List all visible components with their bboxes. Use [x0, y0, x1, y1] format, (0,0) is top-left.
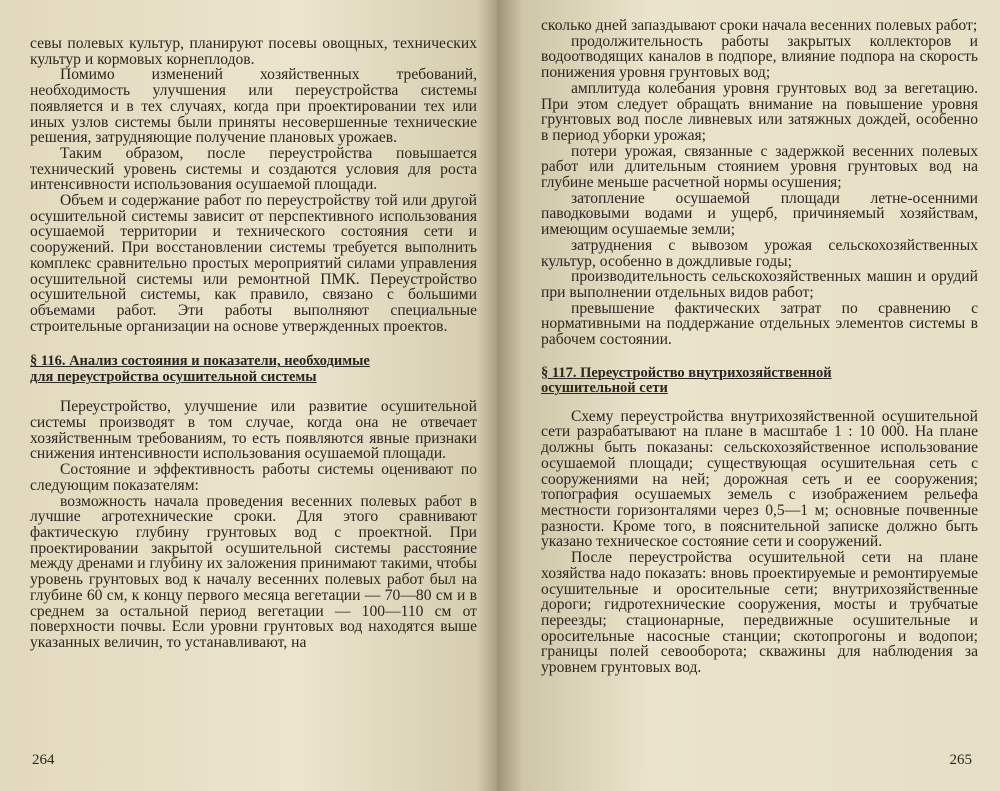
paragraph: производительность сельскохозяйственных машин и орудий при выполнении отдельных видов работ; [541, 268, 978, 301]
page-number: 265 [949, 752, 972, 768]
paragraph: Помимо изменений хозяйственных требований, необходимость улучшения или переустройства системы появляется и в тех случаях, когда при проектировании тех или иных узлов системы были приняты несовершенные технические решения, затрудняющие получение плановых урожаев. [30, 66, 477, 147]
paragraph: продолжительность работы закрытых коллекторов и водоотводящих каналов в подпоре, влияние подпора на скорость понижения уровня грунтовых вод; [541, 32, 978, 82]
paragraph: сколько дней запаздывают сроки начала весенних полевых работ; [541, 17, 978, 34]
paragraph: затруднения с вывозом урожая сельскохозяйственных культур, особенно в дождливые годы; [541, 236, 978, 270]
heading-line: § 116. Анализ состояния и показатели, необходимые [30, 353, 370, 370]
paragraph: Таким образом, после переустройства повышается технический уровень системы и создаются условия для роста интенсивности использования осушаемой площади. [30, 144, 477, 194]
heading-line: § 117. Переустройство внутрихозяйственной [541, 364, 832, 381]
paragraph: потери урожая, связанные с задержкой весенних полевых работ или длительным стоянием уровня грунтовых вод на глубине меньше расчетной нормы осушения; [541, 142, 978, 192]
heading-line: для переустройства осушительной системы [30, 368, 317, 385]
paragraph: амплитуда колебания уровня грунтовых вод за вегетацию. При этом следует обращать внимание на повышение уровня грунтовых вод после ливневых или затяжных дождей, особенно в период уборки урожая; [541, 79, 978, 144]
left-page [0, 0, 497, 791]
section-heading-116 [30, 354, 477, 385]
paragraph: севы полевых культур, планируют посевы овощных, технических культур и кормовых корнеплодов. [30, 35, 477, 68]
page-number: 264 [32, 752, 55, 768]
paragraph: превышение фактических затрат по сравнению с нормативными на поддержание отдельных элементов системы в рабочем состоянии. [541, 299, 978, 349]
heading-line: осушительной сети [541, 380, 668, 397]
paragraph: Схему переустройства внутрихозяйственной осушительной сети разрабатывают на плане в масштабе 1 : 10 000. На плане должны быть показаны: сельскохозяйственное использование осушаемой площади; существующая осушительная сеть с сооружениями на ней; дорожная сеть и ее сооружения; топография осушаемых земель с изображением рельефа местности горизонталями через 0,5—1 м; основные почвенные разности. Кроме того, в пояснительной записке должно быть указано техническое состояние сети и сооружений. [541, 407, 978, 551]
paragraph: Переустройство, улучшение или развитие осушительной системы производят в том случае, когда она не отвечает хозяйственным требованиям, то есть появляются явные признаки снижения интенсивности использования осушаемой площади. [30, 398, 477, 463]
paragraph: Объем и содержание работ по переустройству той или другой осушительной системы зависит от перспективного использования осушаемой территории и технического состояния сети и сооружений. При восстановлении системы требуется выполнить комплекс сравнительно простых мероприятий силами управления осушительной системы или ремонтной ПМК. Переустройство осушительной системы, как правило, связано с большими объемами работ. Эти работы выполняют специальные строительные организации на основе утвержденных проектов. [30, 192, 477, 335]
paragraph: затопление осушаемой площади летне-осенними паводковыми водами и ущерб, причиняемый хозяйствам, имеющим осушаемые земли; [541, 189, 978, 239]
paragraph: После переустройства осушительной сети на плане хозяйства надо показать: вновь проектируемые и ремонтируемые осушительные и оросительные сети; внутрихозяйственные дороги; гидротехнические сооружения, мосты и трубчатые переезды; стационарные, передвижные осушительные и оросительные насосные станции; скотопрогоны и водопои; границы полей севооборота; скважины для наблюдения за уровнем грунтовых вод. [541, 549, 978, 677]
paragraph: возможность начала проведения весенних полевых работ в лучшие агротехнические сроки. Для этого сравнивают фактическую глубину грунтовых вод с проектной. При проектировании закрытой осушительной системы расстояние между дренами и глубину их заложения принимают такими, чтобы уровень грунтовых вод к началу весенних полевых работ был на глубине 60 см, к концу первого месяца вегетации — 70—80 см и в среднем за остальной период вегетации — 100—110 см от поверхности почвы. Если уровни грунтовых вод находятся выше указанных величин, то устанавливают, на [30, 492, 477, 651]
right-page [497, 0, 1000, 791]
section-heading-117 [541, 366, 978, 397]
paragraph: Состояние и эффективность работы системы оценивают по следующим показателям: [30, 461, 477, 494]
